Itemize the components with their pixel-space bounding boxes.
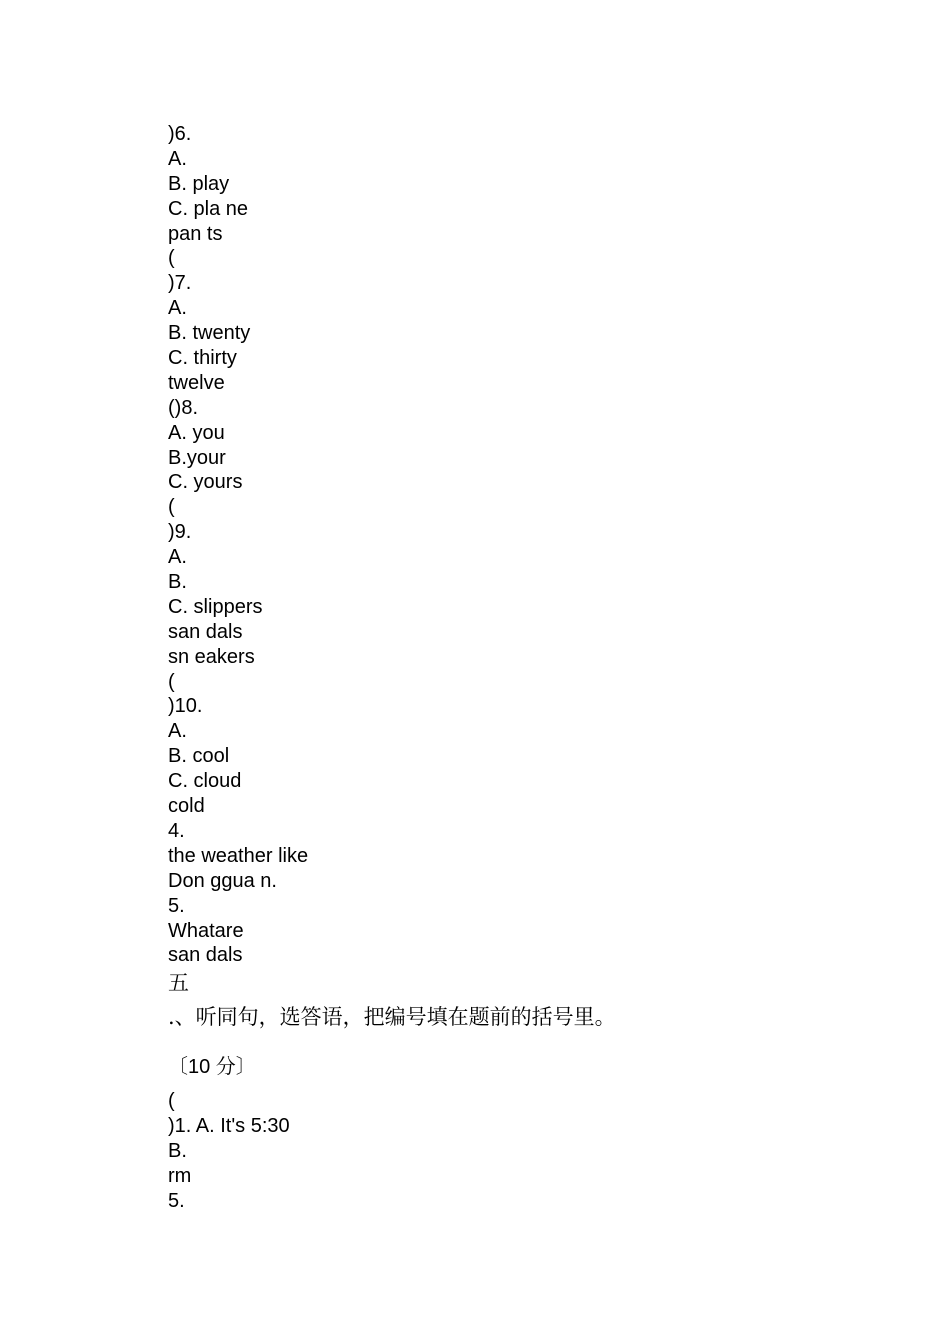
document-page bbox=[168, 122, 868, 1214]
text-line: Whatare bbox=[168, 919, 244, 942]
text-line: rm bbox=[168, 1164, 192, 1187]
section-heading: 五 bbox=[168, 971, 189, 996]
text-line: san dals bbox=[168, 944, 243, 967]
text-line: 5. bbox=[168, 1189, 185, 1212]
section-score: 〔10 分〕 bbox=[168, 1056, 256, 1079]
text-line: B. twenty bbox=[168, 322, 251, 345]
text-line: cold bbox=[168, 795, 205, 818]
text-line: A. bbox=[168, 720, 187, 743]
text-line: )9. bbox=[168, 521, 192, 544]
text-line: A. bbox=[168, 546, 187, 569]
text-line: the weather like bbox=[168, 844, 309, 867]
text-line: C. pla ne bbox=[168, 197, 249, 220]
text-line: ( bbox=[168, 247, 175, 270]
text-line: ( bbox=[168, 496, 175, 519]
text-line: )10. bbox=[168, 695, 203, 718]
text-line: san dals bbox=[168, 620, 243, 643]
text-line: 4. bbox=[168, 819, 185, 842]
text-line: A. bbox=[168, 147, 187, 170]
text-line: C. slippers bbox=[168, 595, 263, 618]
text-line: Don ggua n. bbox=[168, 869, 277, 892]
text-line: )7. bbox=[168, 272, 192, 295]
question-block-upper bbox=[168, 122, 868, 968]
text-line: 5. bbox=[168, 894, 185, 917]
text-line: B. bbox=[168, 1140, 187, 1163]
text-line: ()8. bbox=[168, 396, 198, 419]
text-line: )1. A. It's 5:30 bbox=[168, 1115, 290, 1138]
text-line: ( bbox=[168, 1090, 175, 1113]
text-line: C. yours bbox=[168, 471, 243, 494]
text-line: A. bbox=[168, 297, 187, 320]
section-instruction: .、听同句，选答语，把编号填在题前的括号里。 bbox=[168, 1005, 616, 1030]
text-line: sn eakers bbox=[168, 645, 255, 668]
section-five bbox=[168, 970, 868, 1083]
text-line: pan ts bbox=[168, 222, 223, 245]
text-line: ( bbox=[168, 670, 175, 693]
text-line: B. cool bbox=[168, 745, 230, 768]
text-line: B. play bbox=[168, 172, 230, 195]
text-line: )6. bbox=[168, 123, 192, 145]
text-line: C. cloud bbox=[168, 770, 242, 793]
text-line: B.your bbox=[168, 446, 226, 469]
text-line: twelve bbox=[168, 371, 225, 394]
text-line: A. you bbox=[168, 421, 225, 444]
text-line: C. thirty bbox=[168, 347, 237, 370]
question-block-lower bbox=[168, 1089, 868, 1213]
text-line: B. bbox=[168, 571, 187, 594]
